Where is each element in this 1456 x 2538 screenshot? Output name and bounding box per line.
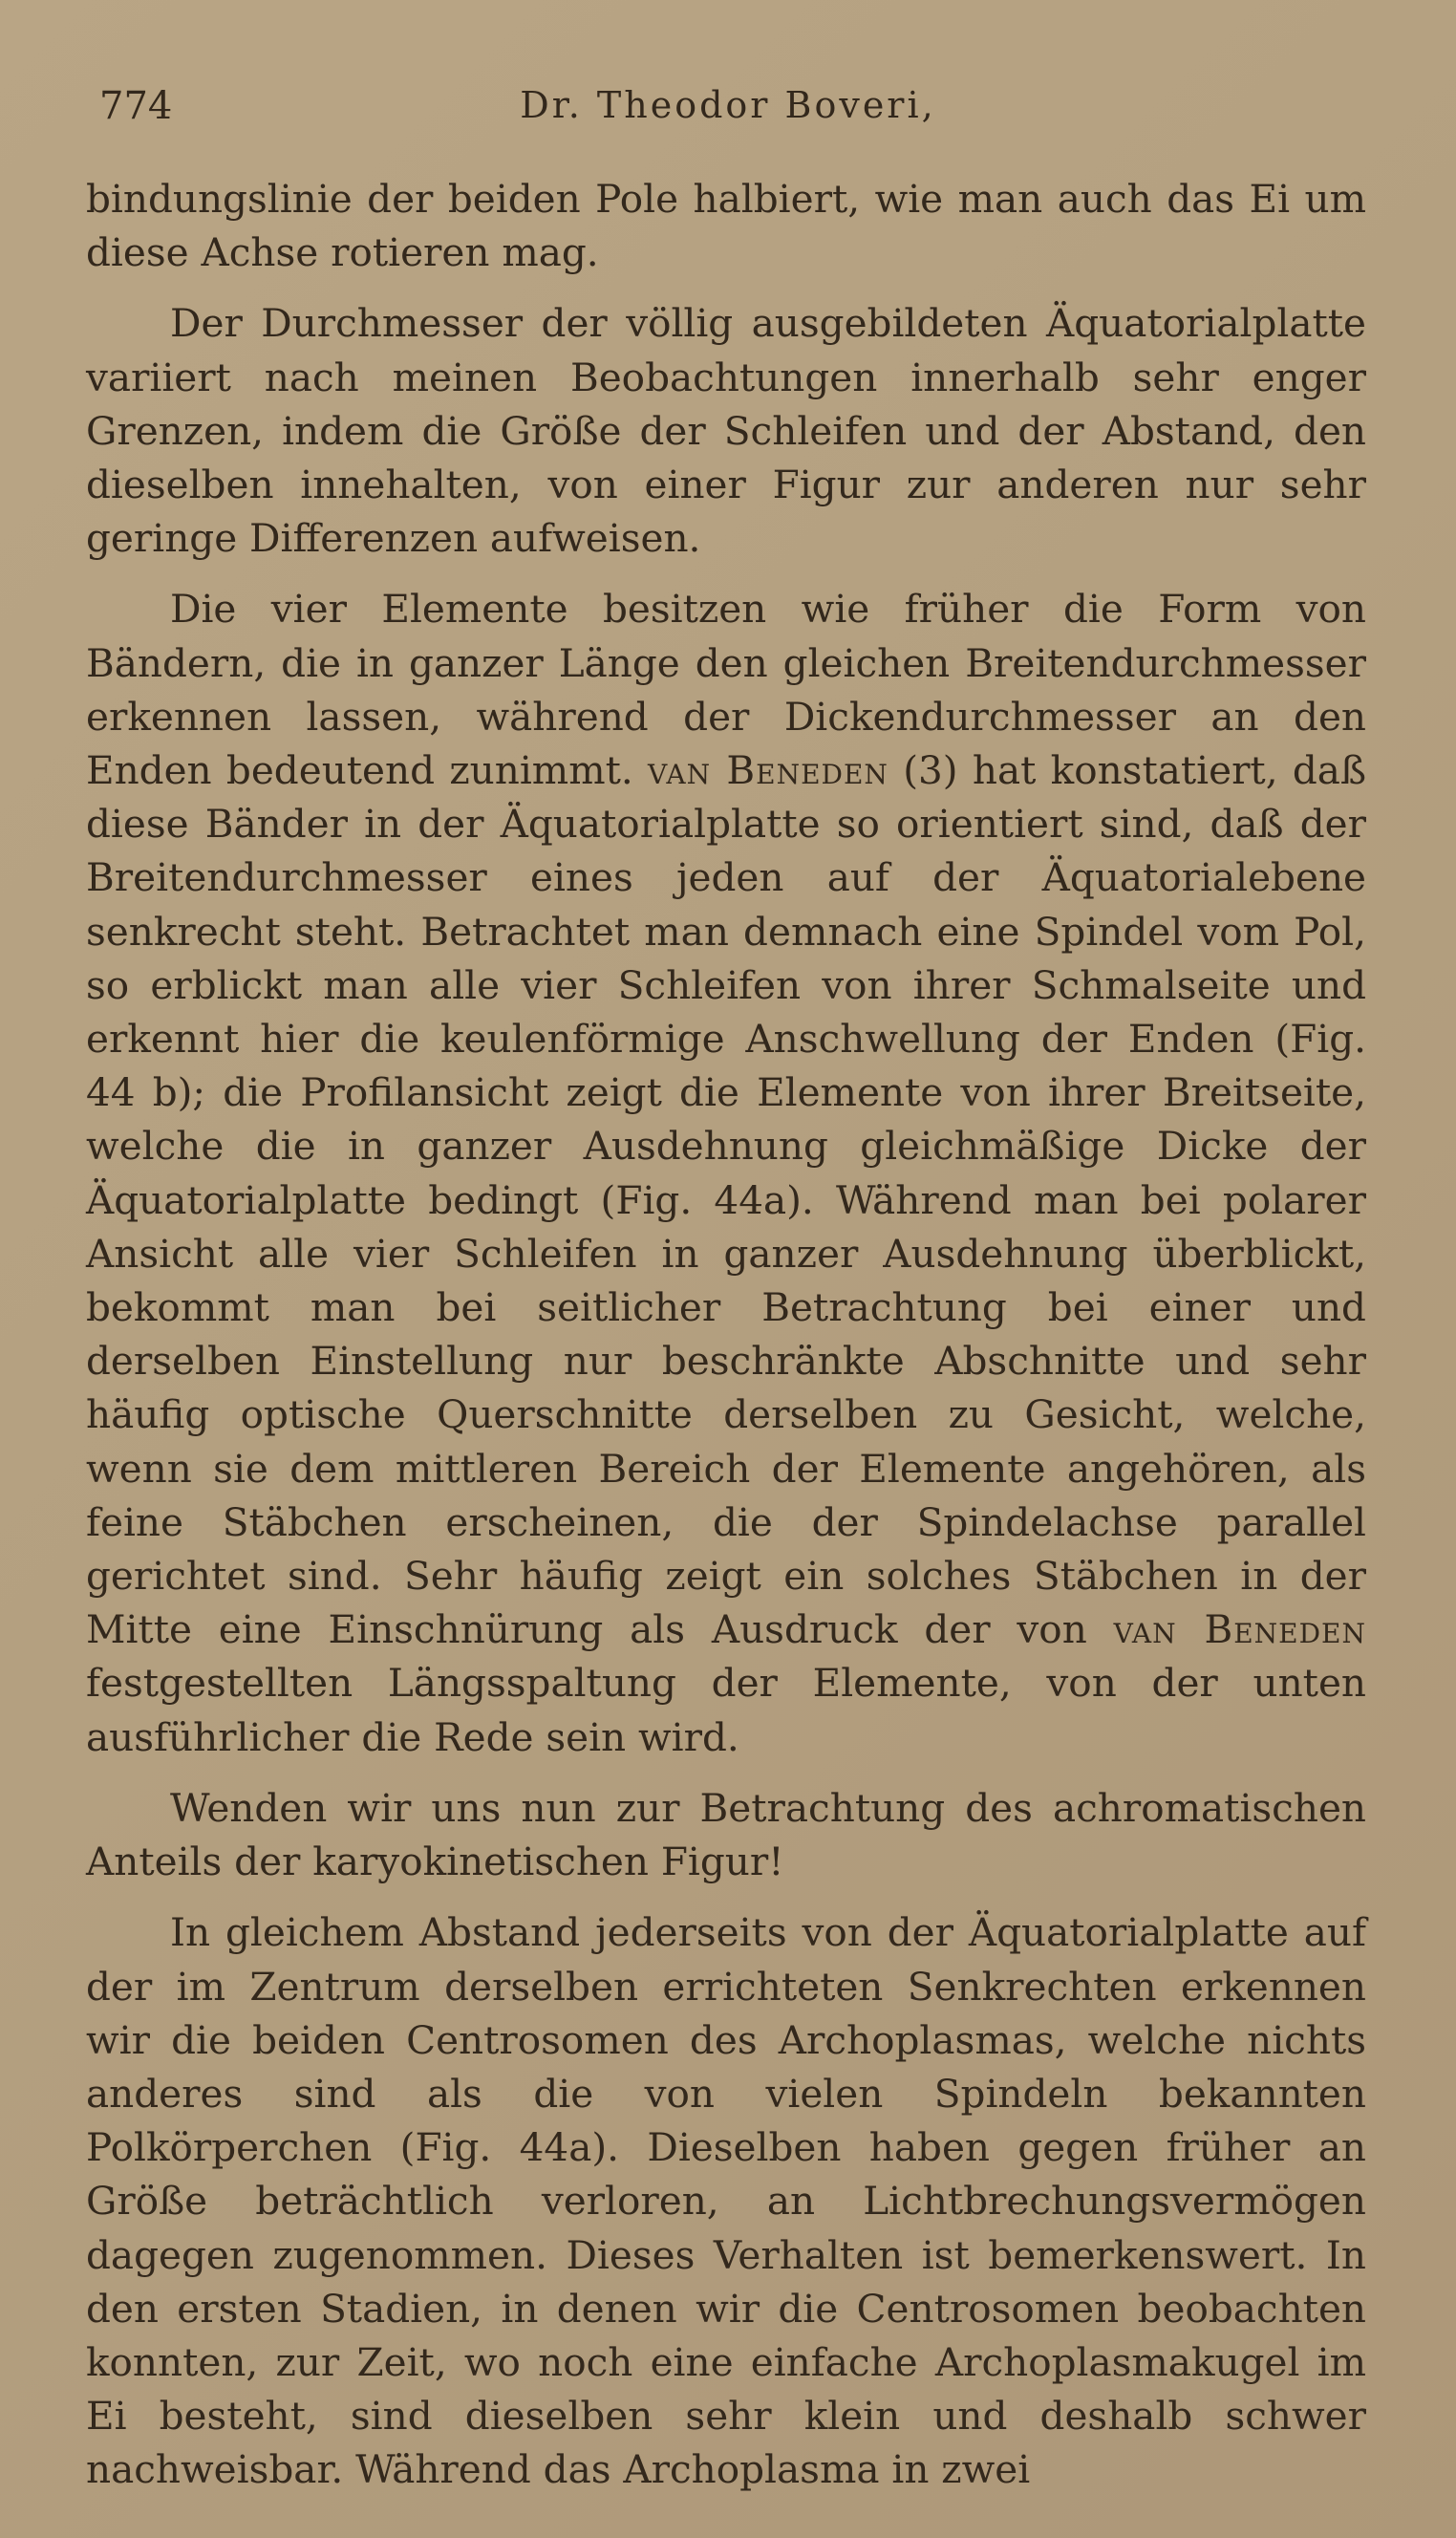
running-head: Dr. Theodor Boveri,: [520, 84, 936, 126]
paragraph: [86, 296, 1366, 565]
body-text: [86, 172, 1366, 2514]
author-name: van Beneden: [648, 747, 889, 794]
text-run: (3) hat konstatiert, daß diese Bänder in der Äquatorialplatte so orientiert sind, daß der Breitendurchmesser eines jeden auf der Äquatorialebene senkrecht steht. Betrachtet man demnach eine Spindel vom Pol, so erblickt man alle vier Schleifen von ihrer Schmalseite und erkennt hier die keulenförmige Anschwellung der Enden (Fig. 44 b); die Profilansicht zeigt die Elemente von ihrer Breitseite, welche die in ganzer Ausdehnung gleichmäßige Dicke der Äquatorialplatte bedingt (Fig. 44a). Während man bei polarer Ansicht alle vier Schleifen in ganzer Ausdehnung überblickt, bekommt man bei seitlicher Betrachtung bei einer und derselben Einstellung nur beschränkte Abschnitte und sehr häufig optische Querschnitte derselben zu Gesicht, welche, wenn sie dem mittleren Bereich der Elemente angehören, als feine Stäbchen erscheinen, die der Spindelachse parallel gerichtet sind. Sehr häufig zeigt ein solches Stäbchen in der Mitte eine Einschnürung als Ausdruck der von: [86, 747, 1366, 1653]
paragraph: [86, 1781, 1366, 1888]
text-run: Der Durchmesser der völlig ausgebildeten Äquatorialplatte variiert nach meinen Beobachtungen innerhalb sehr enger Grenzen, indem die Größe der Schleifen und der Abstand, den dieselben innehalten, von einer Figur zur anderen nur sehr geringe Differenzen aufweisen.: [86, 300, 1366, 562]
page-header: [99, 84, 1357, 141]
text-run: festgestellten Längsspaltung der Elemente, von der unten ausführlicher die Rede sein wird.: [86, 1660, 1366, 1760]
author-name: van Beneden: [1113, 1606, 1366, 1653]
paragraph: [86, 582, 1366, 1763]
page-number: 774: [99, 84, 173, 128]
paragraph: [86, 172, 1366, 279]
text-run: In gleichem Abstand jederseits von der Äquatorialplatte auf der im Zentrum derselben errichteten Senkrechten erkennen wir die beiden Centrosomen des Archoplasmas, welche nichts anderes sind als die von vielen Spindeln bekannten Polkörperchen (Fig. 44a). Dieselben haben gegen früher an Größe beträchtlich verloren, an Lichtbrechungsvermögen dagegen zugenommen. Dieses Verhalten ist bemerkenswert. In den ersten Stadien, in denen wir die Centrosomen beobachten konnten, zur Zeit, wo noch eine einfache Archoplasmakugel im Ei besteht, sind dieselben sehr klein und deshalb schwer nachweisbar. Während das Archoplasma in zwei: [86, 1909, 1366, 2493]
text-run: Die vier Elemente besitzen wie früher die Form von Bändern, die in ganzer Länge den gleichen Breitendurchmesser erkennen lassen, während der Dickendurchmesser an den Enden bedeutend zunimmt.: [86, 586, 1366, 794]
text-run: bindungslinie der beiden Pole halbiert, wie man auch das Ei um diese Achse rotieren mag.: [86, 176, 1366, 276]
text-run: Wenden wir uns nun zur Betrachtung des achromatischen Anteils der karyokinetischen Figur!: [86, 1784, 1366, 1885]
paragraph: [86, 1905, 1366, 2496]
